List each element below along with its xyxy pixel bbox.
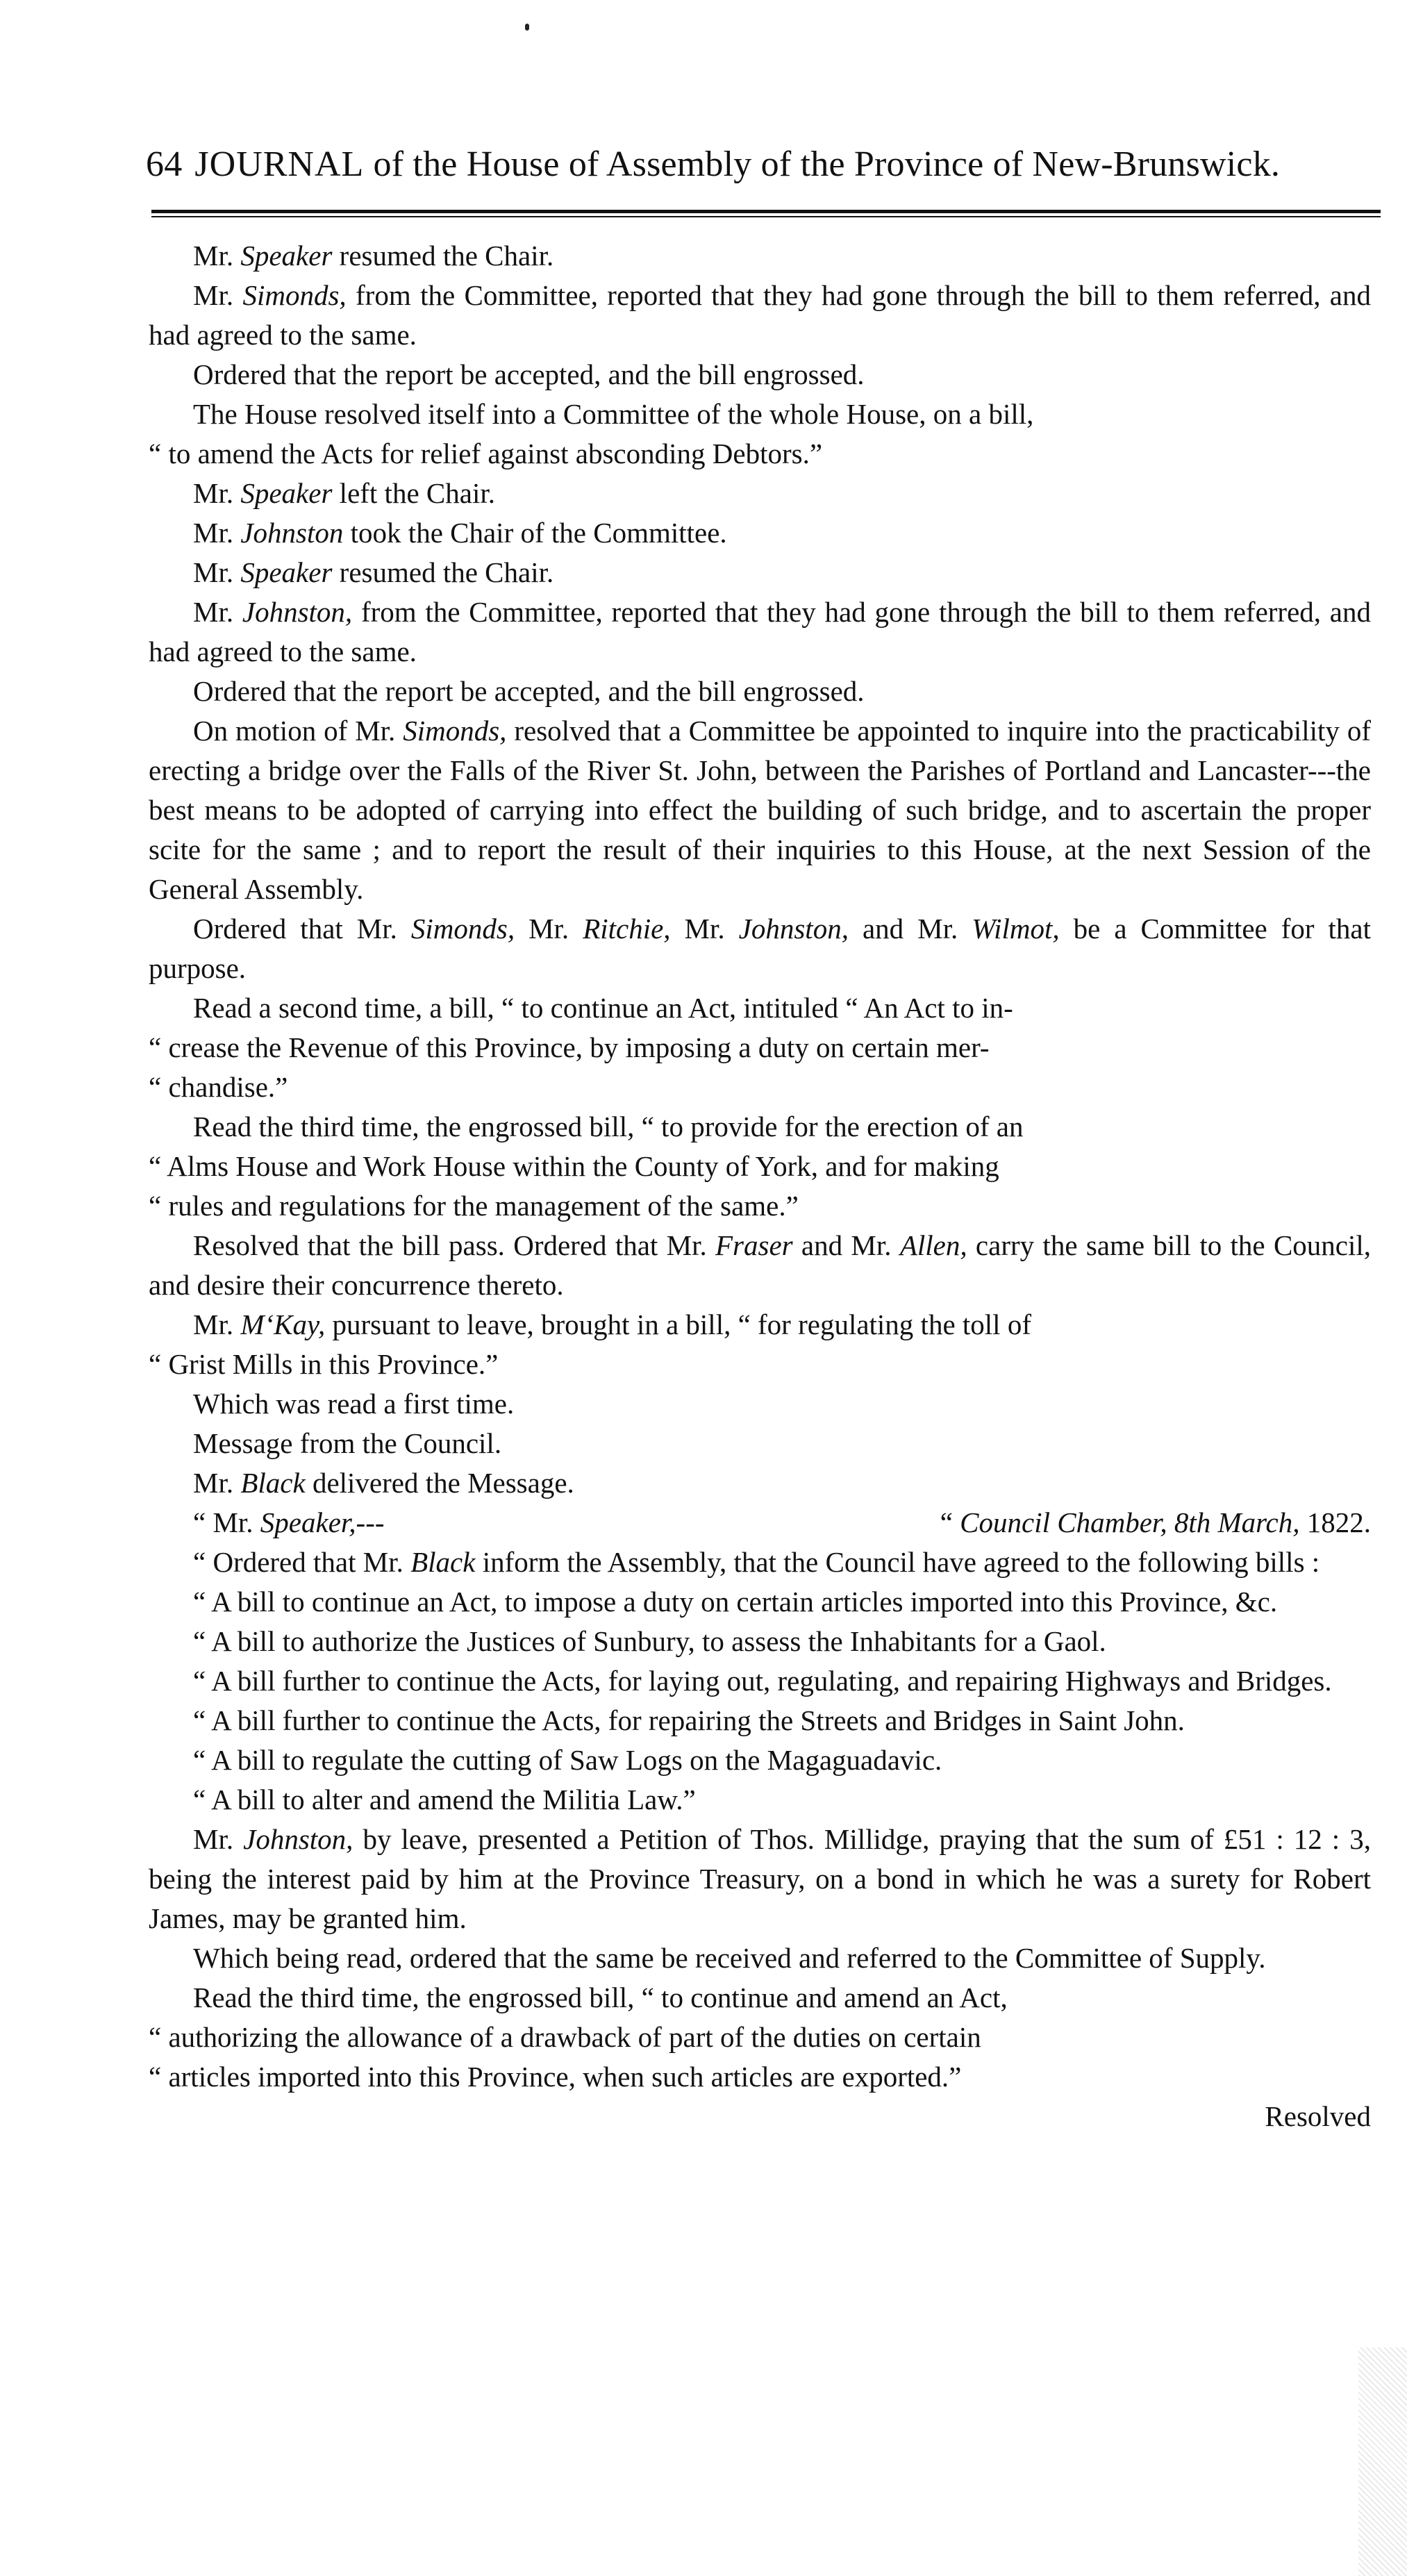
page-number: 64 [146,144,183,184]
quoted-line: “ Alms House and Work House within the County of York, and for making [149,1150,999,1182]
journal-body [149,236,1371,2136]
quoted-line: “ authorizing the allowance of a drawback of part of the duties on certain [149,2021,981,2053]
bill-item: “ A bill further to continue the Acts, for laying out, regulating, and repairing Highways and Bridges. [193,1665,1332,1697]
council-date: “ Council Chamber, 8th March, 1822. [940,1506,1371,1538]
paragraph: Mr. Speaker resumed the Chair. [193,240,554,272]
journal-title-rest: of the House of Assembly of the Province of New-Brunswick. [373,144,1281,184]
journal-title-word: JOURNAL [194,144,365,184]
quoted-line: “ articles imported into this Province, when such articles are exported.” [149,2061,962,2093]
paragraph: Mr. Speaker left the Chair. [193,477,495,509]
paragraph: Read the third time, the engrossed bill, “ to continue and amend an Act, [193,1981,1008,2013]
bill-item: “ A bill to continue an Act, to impose a duty on certain articles imported into this Province, &c. [193,1586,1278,1618]
header-rule-thick [151,210,1381,213]
running-header [146,142,1375,187]
quoted-line: “ Grist Mills in this Province.” [149,1348,499,1380]
paragraph: Mr. Speaker resumed the Chair. [193,556,554,588]
paragraph: Resolved that the bill pass. Ordered that Mr. Fraser and Mr. Allen, carry the same bill to the Council, and desire their concurrence thereto. [149,1229,1372,1301]
ink-speck [525,24,529,31]
paragraph: Ordered that Mr. Simonds, Mr. Ritchie, Mr. Johnston, and Mr. Wilmot, be a Committee for that purpose. [149,913,1372,984]
header-double-rule [151,210,1381,217]
paragraph: Read the third time, the engrossed bill, “ to provide for the erection of an [193,1111,1024,1142]
paragraph: Which being read, ordered that the same be received and referred to the Committee of Supply. [193,1942,1266,1974]
paragraph: Mr. Simonds, from the Committee, reported that they had gone through the bill to them referred, and had agreed to the same. [149,279,1371,351]
paragraph: The House resolved itself into a Committee of the whole House, on a bill, [193,398,1034,430]
paragraph: Ordered that the report be accepted, and the bill engrossed. [193,675,865,707]
paragraph: On motion of Mr. Simonds, resolved that a Committee be appointed to inquire into the practicability of erecting a bridge over the Falls of the River St. John, between the Parishes of Portland and Lancaster---the best means to be adopted of carrying into effect the building of such bridge, and to ascertain the proper scite for the same ; and to report the result of their inquiries to this House, at the next Session of the General Assembly. [149,715,1371,905]
scan-edge-noise [1358,2348,1407,2576]
quoted-line: “ crease the Revenue of this Province, by imposing a duty on certain mer- [149,1031,990,1063]
paragraph: Mr. Johnston took the Chair of the Committee. [193,517,727,549]
header-rule-thin [151,216,1381,217]
paragraph: Message from the Council. [193,1427,502,1459]
bill-item: “ A bill to authorize the Justices of Sunbury, to assess the Inhabitants for a Gaol. [193,1625,1106,1657]
paragraph: Ordered that the report be accepted, and the bill engrossed. [193,358,865,390]
paragraph: Which was read a first time. [193,1388,515,1420]
quoted-line: “ to amend the Acts for relief against absconding Debtors.” [149,438,823,470]
bill-item: “ A bill to regulate the cutting of Saw Logs on the Magaguadavic. [193,1744,942,1776]
paragraph: Mr. Johnston, from the Committee, reported that they had gone through the bill to them referred, and had agreed to the same. [149,596,1372,667]
paragraph: Mr. M‘Kay, pursuant to leave, brought in a bill, “ for regulating the toll of [193,1308,1031,1340]
message-dateline [149,1503,1371,1543]
bill-item: “ A bill to alter and amend the Militia Law.” [193,1784,696,1815]
salutation: “ Mr. Speaker,--- [193,1506,385,1538]
quoted-line: “ rules and regulations for the management of the same.” [149,1190,799,1222]
quoted-line: “ chandise.” [149,1071,288,1103]
bill-item: “ A bill further to continue the Acts, for repairing the Streets and Bridges in Saint John. [193,1704,1185,1736]
paragraph: Mr. Johnston, by leave, presented a Petition of Thos. Millidge, praying that the sum of £51 : 12 : 3, being the interest paid by him at the Province Treasury, on a bond in which he was a surety for Robert James, may be granted him. [149,1823,1371,1934]
catchword: Resolved [1265,2100,1371,2132]
paragraph: Mr. Black delivered the Message. [193,1467,574,1499]
paragraph: “ Ordered that Mr. Black inform the Assembly, that the Council have agreed to the following bills : [193,1546,1320,1578]
paragraph: Read a second time, a bill, “ to continue an Act, intituled “ An Act to in- [193,992,1013,1024]
